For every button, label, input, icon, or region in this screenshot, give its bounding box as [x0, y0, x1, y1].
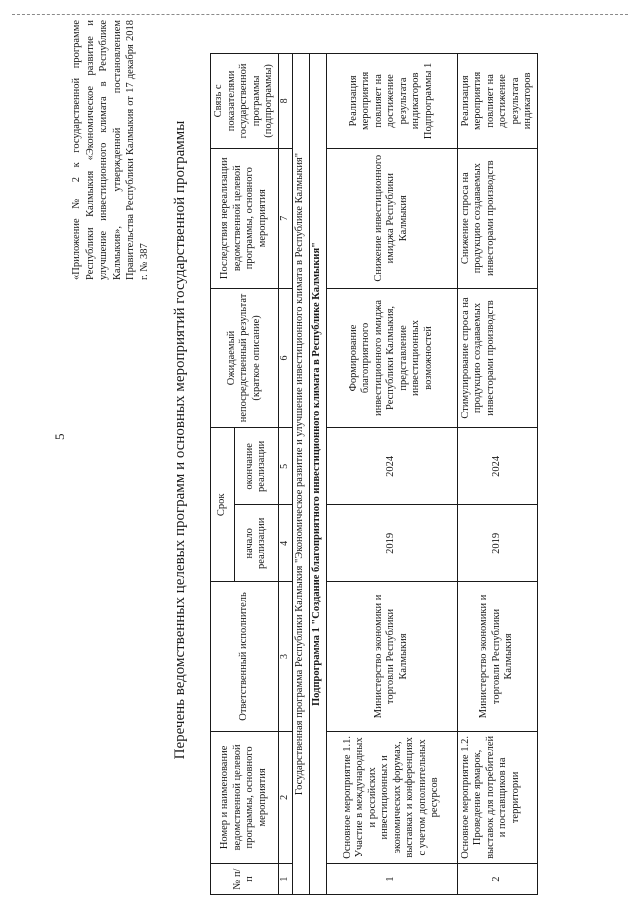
header-row-top	[211, 54, 235, 895]
row-number: 1	[326, 864, 457, 895]
column-number: 6	[278, 288, 292, 428]
column-number: 8	[278, 54, 292, 149]
column-number-row	[278, 54, 292, 895]
column-number: 5	[278, 428, 292, 505]
header-consequence: Последствия нереализации ведомственной целевой программы, основного мероприятия	[211, 148, 279, 288]
row-start: 2019	[457, 505, 537, 582]
appendix-note: «Приложение № 2 к государственной программе Республики Калмыкия «Экономическое развитие и улучшение инвестиционного климата в Республике Калмыкия», утвержденной постановлением Правительства Республики Калмыкия от 17 декабря 2018 г. № 387	[71, 20, 150, 280]
header-result: Ожидаемый непосредственный результат (краткое описание)	[211, 288, 279, 428]
row-result: Формирование благоприятного инвестиционного имиджа Республики Калмыкия, представление инвестиционных возможностей	[326, 288, 457, 428]
row-name: Основное мероприятие 1.1. Участие в международных и российских инвестиционных и экономических форумах, выставках и конференциях с учетом дополнительных ресурсов	[326, 731, 457, 864]
column-number: 7	[278, 148, 292, 288]
row-consequence: Снижение инвестиционного имиджа Республики Калмыкия	[326, 148, 457, 288]
document-title: Перечень ведомственных целевых программ и основных мероприятий государственной программы	[172, 120, 188, 760]
table-row	[326, 54, 457, 895]
column-number: 2	[278, 731, 292, 864]
row-number: 2	[457, 864, 537, 895]
row-start: 2019	[326, 505, 457, 582]
header-start: начало реализации	[234, 505, 278, 582]
row-executor: Министерство экономики и торговли Республики Калмыкия	[457, 582, 537, 731]
column-number: 3	[278, 582, 292, 731]
header-number: № п/п	[211, 864, 279, 895]
row-end: 2024	[457, 428, 537, 505]
row-result: Стимулирование спроса на продукцию создаваемых инвесторами производств	[457, 288, 537, 428]
column-number: 1	[278, 864, 292, 895]
header-end: окончание реализации	[234, 428, 278, 505]
row-link: Реализация мероприятия повлияет на достижение результата индикаторов Подпрограммы 1	[326, 54, 457, 149]
header-link: Связь с показателями государственной программы (подпрограммы)	[211, 54, 279, 149]
header-executor: Ответственный исполнитель	[211, 582, 279, 731]
row-executor: Министерство экономики и торговли Республики Калмыкия	[326, 582, 457, 731]
subprogram-band-row	[309, 54, 326, 895]
subprogram-band: Подпрограмма 1 "Создание благоприятного инвестиционного климата в Республике Калмыкия"	[309, 54, 326, 895]
column-number: 4	[278, 505, 292, 582]
row-end: 2024	[326, 428, 457, 505]
program-band: Государственная программа Республики Калмыкия "Экономическое развитие и улучшение инвестиционного климата в Республике Калмыкия"	[292, 54, 309, 895]
row-link: Реализация мероприятия повлияет на достижение результата индикаторов	[457, 54, 537, 149]
table-row	[457, 54, 537, 895]
program-band-row	[292, 54, 309, 895]
header-name: Номер и наименование ведомственной целевой программы, основного мероприятия	[211, 731, 279, 864]
header-term: Срок	[211, 428, 235, 582]
page-number: 5	[52, 433, 67, 440]
row-consequence: Снижение спроса на продукцию создаваемых инвесторами производств	[457, 148, 537, 288]
programs-table	[210, 53, 538, 895]
row-name: Основное мероприятие 1.2. Проведение ярмарок, выставок для потребителей и поставщиков на территории	[457, 731, 537, 864]
